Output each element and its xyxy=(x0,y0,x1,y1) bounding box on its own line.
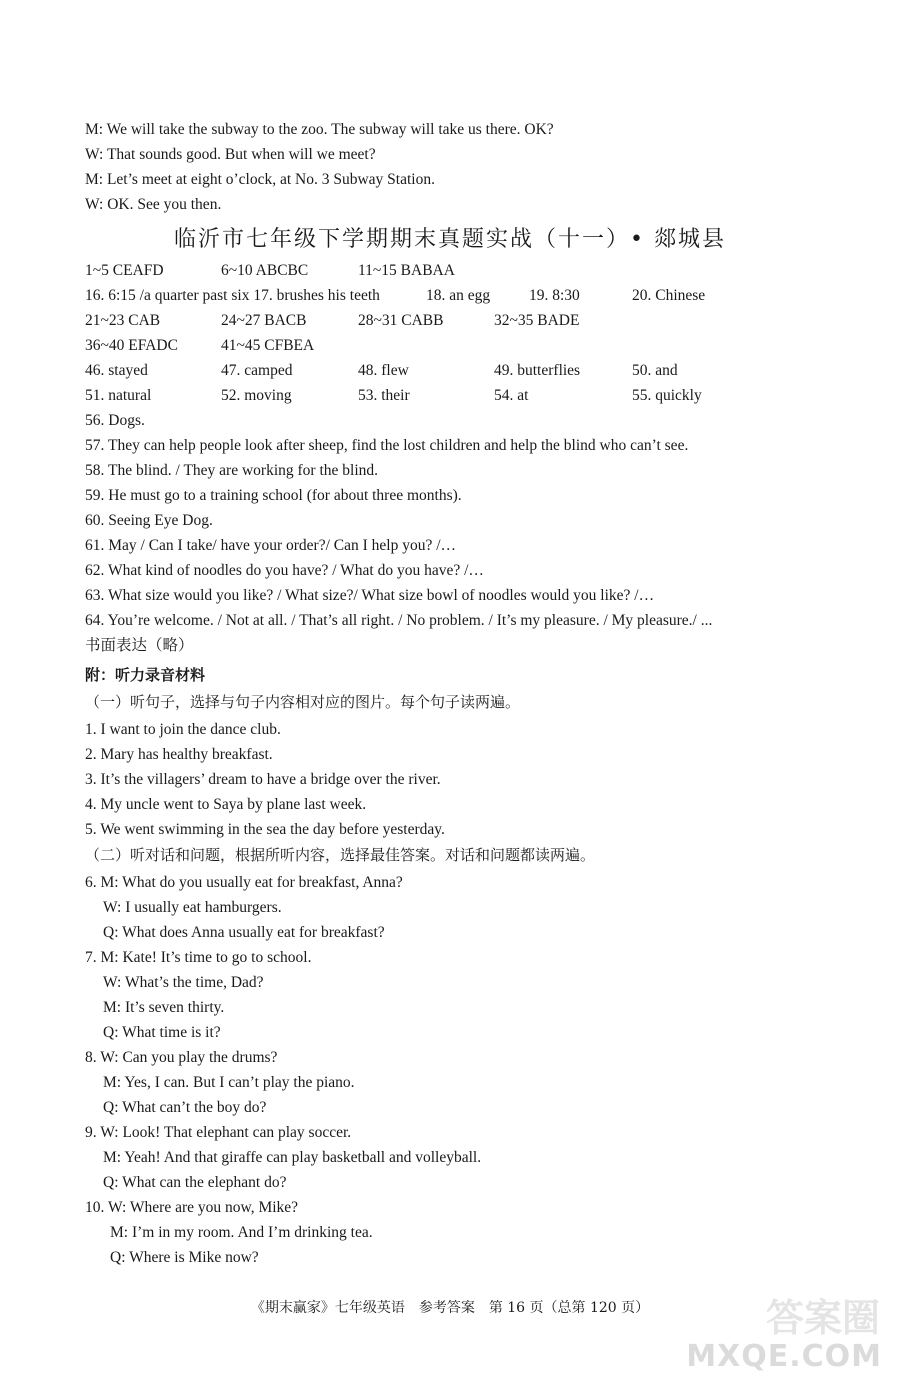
section-title: 临沂市七年级下学期期末真题实战（十一）• 郯城县 xyxy=(174,227,726,252)
answer-cell: 55. quickly xyxy=(632,387,702,404)
answer-line: 64. You’re welcome. / Not at all. / That’s all right. / No problem. / It’s my pleasure. / My pleasure./ ... xyxy=(85,612,713,629)
dialogue-line: 10. W: Where are you now, Mike? xyxy=(85,1199,299,1216)
answer-cell: 18. an egg xyxy=(426,287,491,304)
dialogue-line: W: What’s the time, Dad? xyxy=(103,974,264,991)
dialogue-line: 6. M: What do you usually eat for breakfast, Anna? xyxy=(85,874,403,891)
dialogue-question: Q: What can’t the boy do? xyxy=(103,1099,267,1116)
site-watermark xyxy=(686,1296,892,1382)
answer-cell: 51. natural xyxy=(85,387,152,404)
answer-cell: 50. and xyxy=(632,362,678,379)
intro-line: W: OK. See you then. xyxy=(85,196,222,213)
answer-cell: 48. flew xyxy=(358,362,409,379)
dialogue-question: Q: What does Anna usually eat for breakfast? xyxy=(103,924,385,941)
answer-cell: 19. 8:30 xyxy=(529,287,580,304)
answer-cell: 54. at xyxy=(494,387,529,404)
answer-cell: 46. stayed xyxy=(85,362,148,379)
answer-cell: 49. butterflies xyxy=(494,362,581,379)
listening-item: 3. It’s the villagers’ dream to have a bridge over the river. xyxy=(85,771,441,788)
answer-line: 61. May / Can I take/ have your order?/ Can I help you? /… xyxy=(85,537,457,554)
answer-cell: 36~40 EFADC xyxy=(85,337,178,354)
watermark-logo-text: 答案圈 xyxy=(765,1296,880,1340)
answer-cell: 52. moving xyxy=(221,387,292,404)
page-footer: 《期末赢家》七年级英语 参考答案 第 16 页（总第 120 页） xyxy=(250,1300,650,1316)
answer-line: 60. Seeing Eye Dog. xyxy=(85,512,213,529)
part1-heading: （一）听句子，选择与句子内容相对应的图片。每个句子读两遍。 xyxy=(85,693,521,711)
intro-line: W: That sounds good. But when will we meet? xyxy=(85,146,376,163)
part2-heading: （二）听对话和问题，根据所听内容，选择最佳答案。对话和问题都读两遍。 xyxy=(85,846,596,864)
dialogue-line: 8. W: Can you play the drums? xyxy=(85,1049,278,1066)
dialogue-question: Q: What time is it? xyxy=(103,1024,221,1041)
dialogue-line: 9. W: Look! That elephant can play soccer. xyxy=(85,1124,352,1141)
dialogue-line: M: I’m in my room. And I’m drinking tea. xyxy=(110,1224,373,1241)
listening-item: 2. Mary has healthy breakfast. xyxy=(85,746,273,763)
appendix-heading: 附：听力录音材料 xyxy=(85,666,206,684)
intro-line: M: Let’s meet at eight o’clock, at No. 3 Subway Station. xyxy=(85,171,435,188)
answer-line: 59. He must go to a training school (for about three months). xyxy=(85,487,462,504)
answer-line: 57. They can help people look after sheep, find the lost children and help the blind who can’t see. xyxy=(85,437,689,454)
dialogue-question: Q: Where is Mike now? xyxy=(110,1249,259,1266)
answer-cell: 47. camped xyxy=(221,362,293,379)
dialogue-line: M: It’s seven thirty. xyxy=(103,999,225,1016)
intro-line: M: We will take the subway to the zoo. The subway will take us there. OK? xyxy=(85,121,554,138)
answer-cell: 24~27 BACB xyxy=(221,312,307,329)
watermark-url: MXQE.COM xyxy=(686,1339,882,1374)
dialogue-line: W: I usually eat hamburgers. xyxy=(103,899,282,916)
answer-line: 62. What kind of noodles do you have? / What do you have? /… xyxy=(85,562,484,579)
dialogue-line: 7. M: Kate! It’s time to go to school. xyxy=(85,949,312,966)
answer-cell: 41~45 CFBEA xyxy=(221,337,315,354)
answer-cell: 32~35 BADE xyxy=(494,312,580,329)
answer-cell: 1~5 CEAFD xyxy=(85,262,164,279)
answer-cell: 21~23 CAB xyxy=(85,312,161,329)
listening-item: 5. We went swimming in the sea the day before yesterday. xyxy=(85,821,445,838)
answer-cell: 53. their xyxy=(358,387,410,404)
listening-item: 1. I want to join the dance club. xyxy=(85,721,281,738)
answer-line: 58. The blind. / They are working for the blind. xyxy=(85,462,379,479)
listening-item: 4. My uncle went to Saya by plane last week. xyxy=(85,796,367,813)
answer-cell: 20. Chinese xyxy=(632,287,706,304)
answer-cell: 6~10 ABCBC xyxy=(221,262,309,279)
answer-cell: 11~15 BABAA xyxy=(358,262,455,279)
answer-cell: 28~31 CABB xyxy=(358,312,444,329)
answer-line: 56. Dogs. xyxy=(85,412,145,429)
dialogue-line: M: Yes, I can. But I can’t play the piano. xyxy=(103,1074,355,1091)
dialogue-line: M: Yeah! And that giraffe can play basketball and volleyball. xyxy=(103,1149,482,1166)
answer-cell: 16. 6:15 /a quarter past six 17. brushes his teeth xyxy=(85,287,380,304)
dialogue-question: Q: What can the elephant do? xyxy=(103,1174,287,1191)
answer-line: 63. What size would you like? / What size?/ What size bowl of noodles would you like? /… xyxy=(85,587,655,604)
writing-note: 书面表达（略） xyxy=(85,637,194,654)
